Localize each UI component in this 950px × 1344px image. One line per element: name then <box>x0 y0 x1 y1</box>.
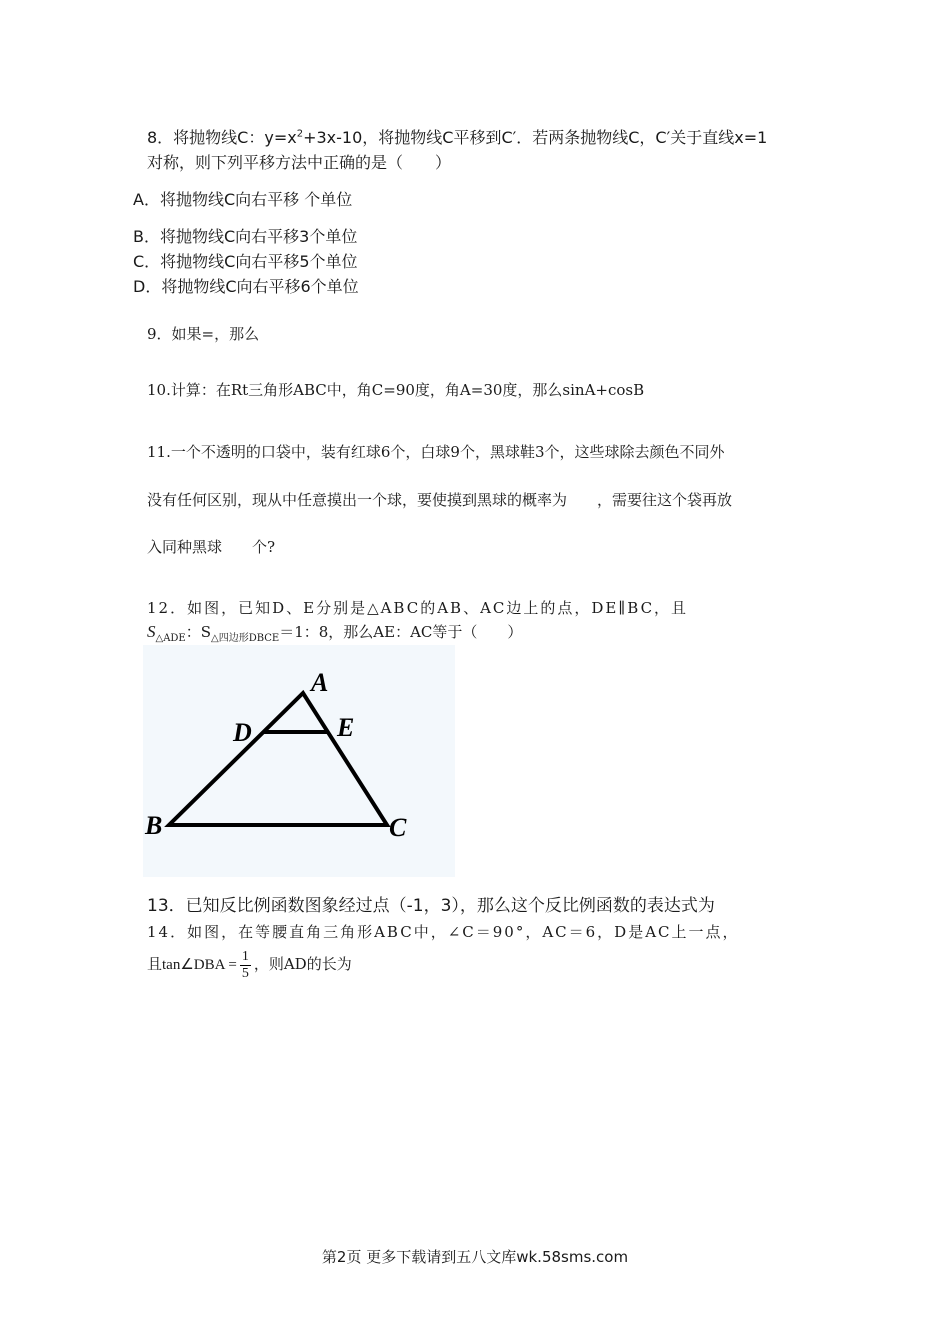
q8-exponent: 2 <box>296 128 304 140</box>
triangle-svg <box>143 645 455 877</box>
q12-area-sub-1: △ADE <box>155 633 186 644</box>
q12-area-sub-2: △四边形DBCE <box>211 633 280 644</box>
q12-area-mid: ：S <box>185 623 212 641</box>
q14-tan-expression: tan∠DBA = <box>162 957 237 973</box>
q8-option-c: C．将抛物线C向右平移5个单位 <box>133 252 358 271</box>
q8-option-d: D．将抛物线C向右平移6个单位 <box>133 277 359 296</box>
q11-line-2: 没有任何区别，现从中任意摸出一个球，要使摸到黑球的概率为 ，需要往这个袋再放 <box>147 491 733 509</box>
q12-line-2 <box>147 622 522 645</box>
q8-line-1-a: 8．将抛物线C：y=x <box>147 128 297 147</box>
q12-line-2-rest: ＝1：8，那么AE：AC等于（ ） <box>279 623 523 641</box>
q14-line-2 <box>147 945 352 984</box>
q12-area-symbol-1: S <box>147 622 156 641</box>
q14-line-2-suffix: ，则AD的长为 <box>253 955 352 973</box>
q14-line-1: 14．如图，在等腰直角三角形ABC中，∠C＝90°，AC＝6，D是AC上一点， <box>147 923 740 941</box>
q11-line-1: 11.一个不透明的口袋中，装有红球6个，白球9个，黑球鞋3个，这些球除去颜色不同外 <box>147 443 725 461</box>
label-d: D <box>233 718 252 747</box>
q8-line-1 <box>147 128 767 148</box>
q8-option-a: A．将抛物线C向右平移 个单位 <box>133 190 353 209</box>
label-b: B <box>145 811 163 840</box>
q8-line-1-b: +3x-10，将抛物线C平移到C′．若两条抛物线C，C′关于直线x=1 <box>303 128 768 147</box>
q14-fraction <box>240 949 251 982</box>
q13-text: 13．已知反比例函数图象经过点（-1，3），那么这个反比例函数的表达式为 <box>147 896 715 916</box>
q12-line-1: 12．如图，已知D、E分别是△ABC的AB、AC边上的点，DE∥BC，且 <box>147 599 689 617</box>
q11-line-3: 入同种黑球 个? <box>147 538 276 556</box>
page-footer: 第2页 更多下载请到五八文库wk.58sms.com <box>321 1248 629 1266</box>
q9-text: 9．如果=，那么 <box>147 325 260 343</box>
label-a: A <box>311 668 329 697</box>
triangle-figure <box>143 645 455 877</box>
q10-text: 10.计算：在Rt三角形ABC中，角C=90度，角A=30度，那么sinA+cosB <box>147 381 645 399</box>
label-c: C <box>389 813 407 842</box>
q14-fraction-numerator: 1 <box>241 948 249 964</box>
label-e: E <box>337 713 355 742</box>
q14-line-2-prefix: 且 <box>147 955 163 973</box>
q14-fraction-denominator: 5 <box>241 965 249 981</box>
q8-option-b: B．将抛物线C向右平移3个单位 <box>133 227 358 246</box>
q8-line-2: 对称，则下列平移方法中正确的是（ ） <box>147 153 452 172</box>
